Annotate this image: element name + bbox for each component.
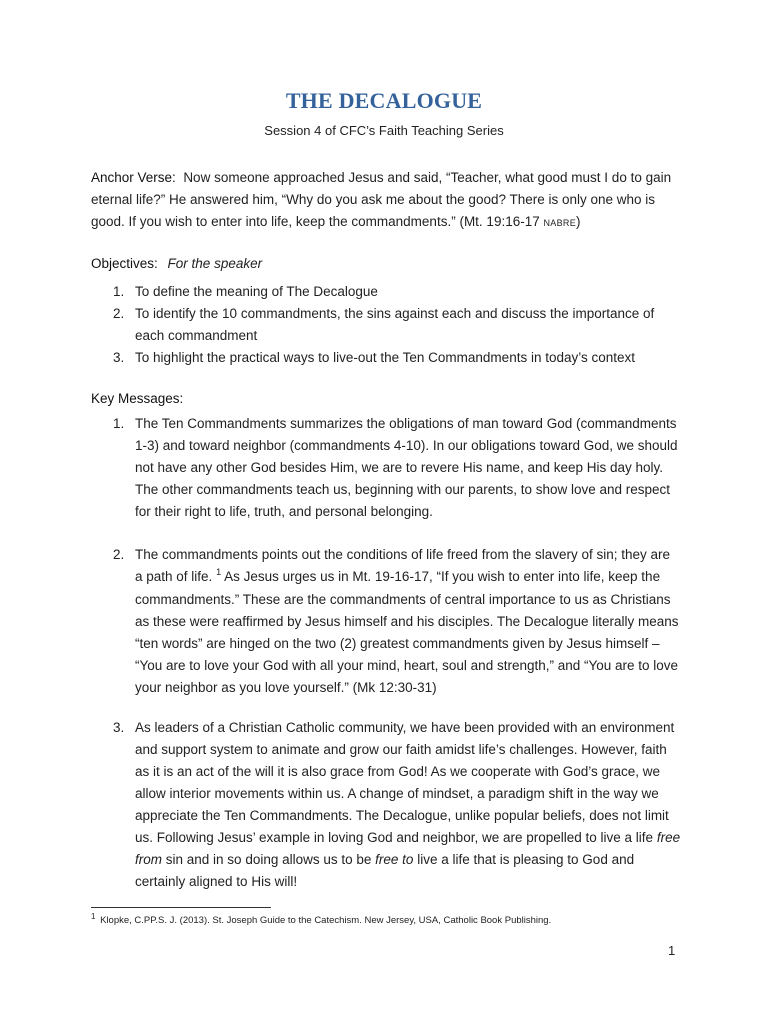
list-item-text-a: As leaders of a Christian Catholic community, we have been provided with an environment and support system to animate and grow our faith amidst life’s challenges. However, faith as it is an act of the will it is also grace from God! As we cooperate with God’s grace, we allow interior movements within us. A change of mindset, a paradigm shift in the way we appreciate the Ten Commandments. The Decalogue, unlike popular beliefs, does not limit us. Following Jesus’ example in loving God and neighbor, we are propelled to live a life [135,720,675,845]
anchor-verse-text: Now someone approached Jesus and said, “Teacher, what good must I do to gain eternal life?” He answered him, “Why do you ask me about the good? There is only one who is good. If you wish to enter into life, keep the commandments.” (Mt. 19:16-17 [91,170,672,229]
page-number: 1 [668,943,676,958]
anchor-verse-version: NABRE [543,218,577,228]
list-number: 3. [113,720,125,735]
document-title: THE DECALOGUE [285,88,483,113]
list-item [91,281,681,303]
objectives-label: Objectives: [91,256,158,271]
list-item-text-a: The commandments points out the conditions of life freed from the slavery of sin; they are a path of life. [135,547,671,584]
key-messages-label: Key Messages: [91,391,184,406]
emphasis-free-to: free to [375,852,414,867]
list-item-text: To identify the 10 commandments, the sins against each and discuss the importance of each commandment [135,306,655,343]
key-message-3 [91,717,681,893]
anchor-verse-closing: ) [576,214,581,229]
list-item-text: To define the meaning of The Decalogue [135,284,378,299]
list-item-text-b: sin and in so doing allows us to be [165,852,372,867]
list-item [91,413,681,523]
footnote [91,912,691,926]
objectives-list [91,281,681,369]
footnote-divider [91,907,271,908]
list-number: 1. [113,284,125,299]
document-subtitle: Session 4 of CFC’s Faith Teaching Series [264,123,504,138]
list-number: 3. [113,350,125,365]
objectives-heading [91,256,681,271]
list-item [91,347,681,369]
anchor-verse-label: Anchor Verse: [91,170,176,185]
list-number: 2. [113,306,125,321]
objectives-note: For the speaker [167,256,263,271]
list-item [91,544,681,699]
list-item-text: To highlight the practical ways to live-out the Ten Commandments in today’s context [135,350,636,365]
list-item [91,717,681,893]
list-item-text-c: live a life that is pleasing to God and certainly aligned to His will! [135,852,635,889]
list-number: 1. [113,416,125,431]
list-item [91,303,681,347]
anchor-verse-paragraph [91,167,681,234]
footnote-mark: 1 [91,912,96,921]
list-item-text-b: As Jesus urges us in Mt. 19-16-17, “If you wish to enter into life, keep the commandments.” These are the commandments of central importance to us as Christians as these were reaffirmed by Jesus himself and his disciples. The Decalogue literally means “ten words” are hinged on the two (2) greatest commandments given by Jesus himself – “You are to love your God with all your mind, heart, soul and strength,” and “You are to love your neighbor as you love yourself.” (Mk 12:30-31) [135,569,679,695]
key-message-2 [91,544,681,699]
emphasis-free-from: free from [135,830,681,867]
list-number: 2. [113,547,125,562]
footnote-reference[interactable]: 1 [216,567,222,577]
key-message-1 [91,413,681,523]
list-item-text: The Ten Commandments summarizes the obligations of man toward God (commandments 1-3) and toward neighbor (commandments 4-10). In our obligations toward God, we should not have any other God besides Him, we are to revere His name, and keep His day holy. The other commandments teach us, beginning with our parents, to show love and respect for their right to life, truth, and personal belonging. [135,416,678,519]
footnote-text: Klopke, C.PP.S. J. (2013). St. Joseph Guide to the Catechism. New Jersey, USA, Catholic Book Publishing. [100,915,552,926]
